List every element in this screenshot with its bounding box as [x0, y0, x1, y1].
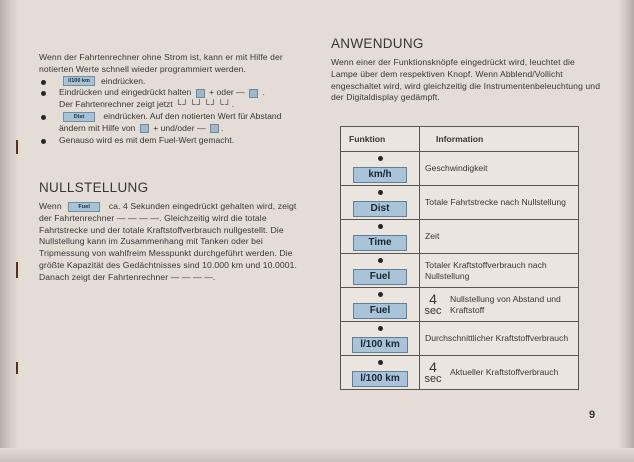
page-edge-left — [0, 0, 20, 462]
info-cell: Totale Fahrtstrecke nach Nullstellung — [420, 186, 579, 220]
lamp-indicator-icon — [378, 360, 383, 365]
step-2 — [39, 87, 309, 111]
header-information: Information — [420, 127, 579, 152]
sec-cell — [420, 356, 447, 390]
function-cell — [341, 152, 420, 186]
info-cell: Geschwindigkeit — [420, 152, 579, 186]
table-row — [341, 152, 579, 186]
kmh-button: km/h — [353, 167, 407, 183]
reprogram-steps — [39, 76, 309, 147]
table-header — [341, 127, 579, 152]
table-row — [341, 356, 579, 390]
lamp-indicator-icon — [378, 292, 383, 297]
dist-key-icon: Dist — [63, 112, 95, 122]
step-2-text: Eindrücken und eingedrückt halten — [59, 87, 192, 98]
table-row — [341, 254, 579, 288]
table-row — [341, 186, 579, 220]
table-row — [341, 288, 579, 322]
function-cell — [341, 288, 420, 322]
step-2-text-c: . — [262, 87, 265, 98]
binder-mark — [16, 362, 18, 374]
page-number: 9 — [589, 409, 596, 421]
step-2-text-e: . — [231, 99, 235, 110]
lamp-indicator-icon — [378, 224, 383, 229]
plus-key-icon — [196, 89, 205, 98]
fuel-key-icon: Fuel — [68, 202, 100, 212]
info-cell: Nullstellung von Abstand und Kraftstoff — [446, 288, 579, 322]
step-2-text-b: + oder — — [209, 87, 245, 98]
anwendung-text: Wenn einer der Funktionsknöpfe eingedrückt wird, leuchtet die Lampe über dem respektiven Knopf. Wenn Abblend/Vollicht engeschaltet wird, wird gleichzeitig die Instrumentenbeleuchtung und der Digitaldisplay gedämpft. — [331, 57, 601, 103]
minus-key-icon — [210, 124, 219, 133]
binder-mark — [16, 140, 18, 154]
sec-unit: sec — [424, 373, 442, 385]
step-4: Genauso wird es mit dem Fuel-Wert gemacht. — [39, 135, 309, 147]
function-table — [340, 126, 579, 390]
plus-key-icon — [140, 124, 149, 133]
dist-button: Dist — [353, 201, 407, 217]
function-cell — [341, 322, 420, 356]
reprogram-section — [39, 52, 309, 146]
l100km-key-icon: l/100 km — [63, 76, 95, 86]
sec-cell — [420, 288, 447, 322]
anwendung-section — [331, 36, 611, 104]
function-cell — [341, 356, 420, 390]
info-cell: Aktueller Kraftstoffverbrauch — [446, 356, 579, 390]
function-cell — [341, 254, 420, 288]
nullstellung-text-b: ca. 4 Sekunden eingedrückt gehalten wird, zeigt der Fahrtenrechner — — — —. Gleichzeitig wird die totale Fahrtstrecke und der totale Kraftstoffverbrauch nullgestellt. Die Nullstellung kann im Zusammenhang mit Tanken oder bei Tripmessung von wahlfreim Messpunkt durchgeführt werden. Die größte Kapazität des Gedächtnisses sind 10.000 km und 10.0001. Danach zeigt der Fahrtenrechner — — — —. — [39, 201, 297, 282]
lamp-indicator-icon — [378, 190, 383, 195]
nullstellung-text — [39, 201, 307, 284]
info-cell: Durchschnittlicher Kraftstoffverbrauch — [420, 322, 579, 356]
sec-number: 4 — [429, 359, 437, 375]
l100km-button: l/100 km — [352, 337, 408, 353]
sec-unit: sec — [424, 305, 442, 317]
step-1-text: eindrücken. — [101, 75, 146, 86]
anwendung-title: ANWENDUNG — [331, 36, 424, 51]
step-3-text-b: + und/oder — — [153, 122, 206, 133]
lamp-indicator-icon — [378, 258, 383, 263]
nullstellung-section — [39, 180, 307, 284]
lamp-indicator-icon — [378, 326, 383, 331]
time-button: Time — [353, 235, 407, 251]
step-2-text-d: Der Fahrtenrechner zeigt jetzt — [59, 99, 173, 110]
step-3-text: eindrücken. Auf den notierten Wert für Abstand ändern mit Hilfe von — [59, 110, 282, 133]
page-edge-right — [618, 0, 634, 462]
nullstellung-title: NULLSTELLUNG — [39, 180, 149, 195]
l100km-button: l/100 km — [352, 371, 408, 387]
sec-number: 4 — [429, 291, 437, 307]
fuel-button: Fuel — [353, 303, 407, 319]
step-1 — [39, 76, 309, 88]
minus-key-icon — [249, 89, 258, 98]
table-row — [341, 220, 579, 254]
info-cell: Zeit — [420, 220, 579, 254]
function-cell — [341, 220, 420, 254]
step-3 — [39, 111, 309, 135]
nullstellung-text-a: Wenn — [39, 201, 62, 211]
fuel-button: Fuel — [353, 269, 407, 285]
function-cell — [341, 186, 420, 220]
info-cell: Totaler Kraftstoffverbrauch nach Nullstellung — [420, 254, 579, 288]
page-bottom-edge — [0, 448, 634, 462]
binder-mark — [16, 262, 18, 278]
table-row — [341, 322, 579, 356]
header-funktion: Funktion — [341, 127, 420, 152]
segment-display-icon: └┘└┘└┘└┘ — [175, 99, 232, 110]
lamp-indicator-icon — [378, 156, 383, 161]
intro-text: Wenn der Fahrtenrechner ohne Strom ist, kann er mit Hilfe der notierten Werte schnell wieder programmiert werden. — [39, 52, 283, 74]
step-3-text-c: . — [220, 122, 224, 133]
